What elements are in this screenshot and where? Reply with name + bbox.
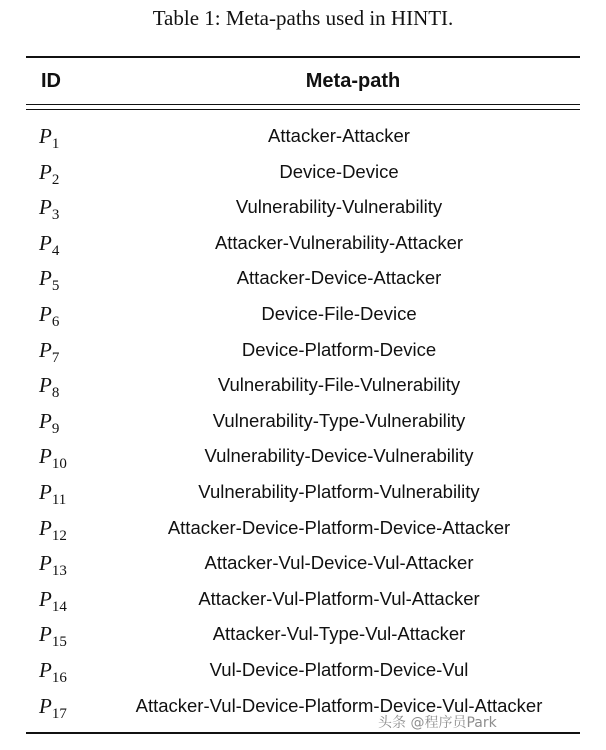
row-id-subscript: 15: [51, 634, 67, 651]
table-row: [26, 584, 580, 620]
row-id-letter: P: [39, 124, 52, 148]
watermark: 头条 @程序员Park: [378, 715, 497, 731]
row-id-letter: P: [39, 337, 52, 362]
row-id: [39, 231, 59, 260]
row-id-subscript: 14: [51, 598, 67, 615]
row-id-letter: P: [39, 373, 52, 398]
table-row: [26, 157, 580, 193]
row-meta-path: Attacker-Vul-Device-Vul-Attacker: [204, 552, 474, 574]
row-id: [39, 302, 59, 331]
top-rule: [26, 56, 580, 58]
table-row: [26, 548, 580, 584]
row-id: [39, 124, 59, 153]
table-row: [26, 370, 580, 406]
row-id-letter: P: [39, 159, 52, 184]
table-row: [26, 335, 580, 371]
row-id: [39, 266, 59, 295]
header-id: ID: [41, 70, 61, 92]
row-meta-path: Vulnerability-File-Vulnerability: [217, 374, 461, 396]
row-id-subscript: 6: [51, 313, 60, 330]
table-row: [26, 441, 580, 477]
row-id: [39, 587, 67, 616]
row-id: [39, 480, 66, 509]
row-id-letter: P: [39, 444, 52, 469]
table-row: [26, 655, 580, 691]
row-id-subscript: 16: [51, 669, 67, 686]
row-meta-path: Vul-Device-Platform-Device-Vul: [209, 658, 469, 680]
row-id-subscript: 11: [51, 491, 67, 508]
header-meta-path: Meta-path: [305, 70, 401, 92]
row-id: [39, 195, 59, 224]
table-row: [26, 263, 580, 299]
row-id-letter: P: [39, 551, 52, 576]
table-header: [26, 70, 580, 96]
row-id-letter: P: [39, 586, 52, 611]
row-id-letter: P: [39, 693, 52, 718]
row-meta-path: Attacker-Vul-Device-Platform-Device-Vul-Attacker: [135, 694, 543, 716]
row-meta-path: Attacker-Device-Platform-Device-Attacker: [167, 516, 511, 538]
row-id-subscript: 8: [51, 385, 60, 402]
row-id: [39, 622, 67, 651]
row-id: [39, 694, 67, 723]
row-meta-path: Device-File-Device: [261, 302, 417, 324]
row-id: [39, 551, 67, 580]
row-id-letter: P: [39, 657, 52, 682]
row-id: [39, 658, 67, 687]
row-id-letter: P: [39, 195, 52, 220]
row-meta-path: Device-Device: [279, 160, 399, 182]
row-meta-path: Vulnerability-Type-Vulnerability: [212, 409, 466, 431]
row-id-subscript: 5: [51, 278, 60, 295]
row-id-subscript: 4: [51, 242, 60, 259]
row-meta-path: Vulnerability-Vulnerability: [235, 196, 443, 218]
row-meta-path: Attacker-Attacker: [268, 125, 410, 146]
row-id-subscript: 13: [51, 563, 67, 580]
table-body: [26, 121, 580, 726]
row-meta-path: Attacker-Device-Attacker: [236, 267, 442, 289]
header-double-rule-upper: [26, 104, 580, 105]
row-meta-path: Attacker-Vulnerability-Attacker: [214, 231, 464, 253]
row-id-letter: P: [39, 301, 52, 326]
row-id-subscript: 9: [51, 420, 60, 437]
row-id: [39, 373, 59, 402]
row-meta-path: Attacker-Vul-Type-Vul-Attacker: [212, 623, 466, 645]
row-id-subscript: 17: [51, 705, 67, 722]
table-row: [26, 121, 580, 157]
row-id-subscript: 12: [51, 527, 67, 544]
table-row: [26, 228, 580, 264]
row-id-letter: P: [39, 266, 52, 291]
row-meta-path: Attacker-Vul-Platform-Vul-Attacker: [198, 587, 480, 609]
row-id-subscript: 7: [51, 349, 60, 366]
row-meta-path: Vulnerability-Device-Vulnerability: [204, 445, 474, 467]
row-meta-path: Device-Platform-Device: [241, 338, 437, 360]
row-id: [39, 516, 67, 545]
row-id: [39, 409, 59, 438]
row-id: [39, 338, 59, 367]
table-row: [26, 477, 580, 513]
row-id-subscript: 1: [51, 136, 60, 152]
row-id: [39, 160, 59, 189]
row-id-letter: P: [39, 622, 52, 647]
row-id-subscript: 2: [51, 171, 60, 188]
row-id-subscript: 10: [51, 456, 67, 473]
table-row: [26, 299, 580, 335]
row-id: [39, 444, 67, 473]
table-row: [26, 513, 580, 549]
header-double-rule-lower: [26, 109, 580, 110]
table-row: [26, 406, 580, 442]
row-meta-path: Vulnerability-Platform-Vulnerability: [198, 480, 480, 502]
row-id-letter: P: [39, 230, 52, 255]
table-caption: Table 1: Meta-paths used in HINTI.: [152, 6, 454, 30]
table-row: [26, 192, 580, 228]
bottom-rule: [26, 732, 580, 734]
row-id-letter: P: [39, 479, 52, 504]
row-id-subscript: 3: [51, 207, 60, 224]
row-id-letter: P: [39, 515, 52, 540]
table-row: [26, 619, 580, 655]
row-id-letter: P: [39, 408, 52, 433]
